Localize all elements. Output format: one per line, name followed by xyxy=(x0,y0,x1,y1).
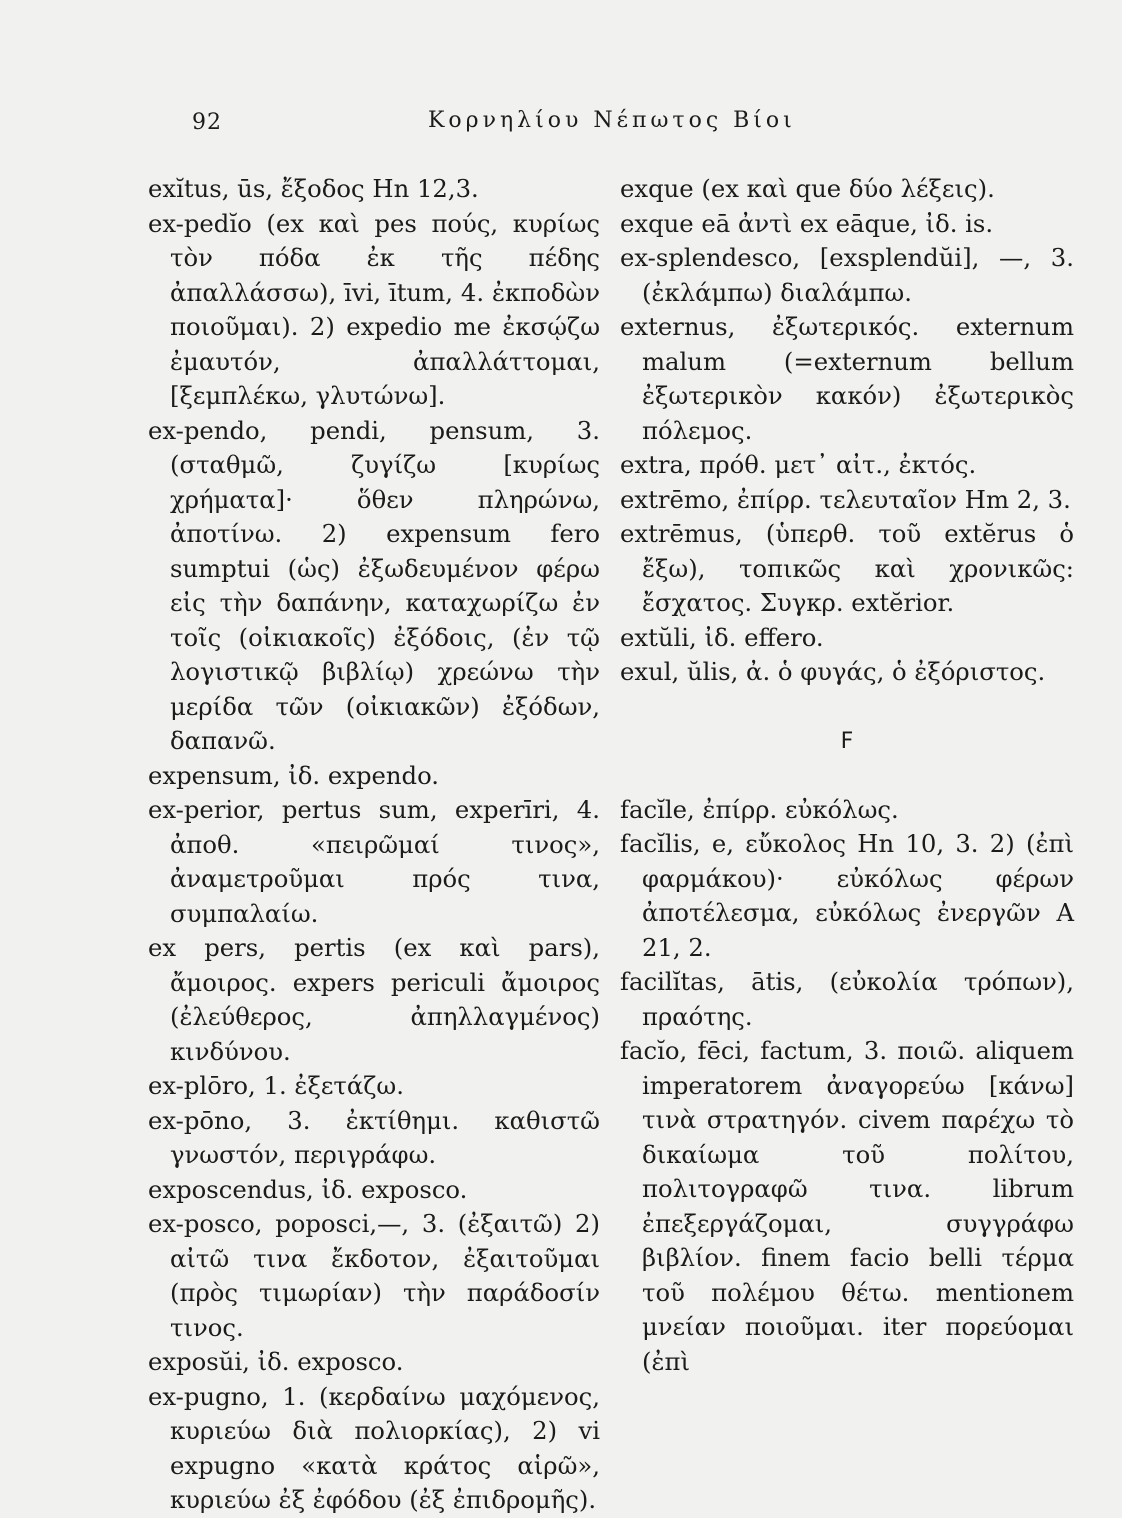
entry-expers: ex pers, pertis (ex καὶ pars), ἄμοιρος. expers periculi ἄμοιρος (ἐλεύθερος, ἀπηλλαγμένος) κινδύνου. xyxy=(148,933,600,1066)
entry-extuli: extŭli, ἰδ. effero. xyxy=(620,622,824,652)
entry-expono: ex-pōno, 3. ἐκτίθημι. καθιστῶ γνωστόν, περιγράφω. xyxy=(148,1105,600,1169)
entry-exul: exul, ŭlis, ἀ. ὁ φυγάς, ὁ ἐξόριστος. xyxy=(620,657,1046,686)
right-column xyxy=(620,172,1074,1379)
entry-exposco: ex-posco, poposci,—, 3. (ἐξαιτῶ) 2) αἰτῶ τινα ἔκδοτον, ἐξαιτοῦμαι (πρὸς τιμωρίαν) τὴν παράδοσίν τινος. xyxy=(148,1209,600,1342)
entry-facile: facĭle, ἐπίρρ. εὐκόλως. xyxy=(620,794,899,824)
entry-exposcendus: exposcendus, ἰδ. exposco. xyxy=(148,1174,468,1204)
entry-exsplendesco: ex-splendesco, [exsplendŭi], —, 3. (ἐκλάμπω) διαλάμπω. xyxy=(620,243,1074,307)
entry-extremus: extrēmus, (ὑπερθ. τοῦ extĕrus ὁ ἔξω), τοπικῶς καὶ χρονικῶς: ἔσχατος. Συγκρ. extĕrior. xyxy=(620,519,1074,617)
entry-expensum: expensum, ἰδ. expendo. xyxy=(148,760,440,790)
entry-extra: extra, πρόθ. μετ᾽ αἰτ., ἐκτός. xyxy=(620,450,977,479)
entry-expendo: ex-pendo, pendi, pensum, 3. (σταθμῶ, ζυγίζω [κυρίως χρήματα]· ὅθεν πληρώνω, ἀποτίνω. 2) expensum fero sumptui (ὡς) ἐξωδευμένον φέρω εἰς τὴν δαπάνην, καταχωρίζω ἐν τοῖς (οἰκιακοῖς) ἐξόδοις, (ἐν τῷ λογιστικῷ βιβλίῳ) χρεώνω τὴν μερίδα τῶν (οἰκιακῶν) ἐξόδων, δαπανῶ. xyxy=(148,415,600,755)
entry-facilitas: facilĭtas, ātis, (εὐκολία τρόπων), πραότης. xyxy=(620,967,1074,1031)
entry-experior: ex-perior, pertus sum, experīri, 4. ἀποθ. «πειρῶμαί τινος», ἀναμετροῦμαι πρός τινα, συμπαλαίω. xyxy=(148,795,600,928)
entry-extremo: extrēmo, ἐπίρρ. τελευταῖον Hm 2, 3. xyxy=(620,484,1071,514)
left-column xyxy=(148,172,600,1518)
section-letter: F xyxy=(840,728,854,754)
entry-facilis: facĭlis, e, εὔκολος Hn 10, 3. 2) (ἐπὶ φαρμάκου)· εὐκόλως φέρων ἀποτέλεσμα, εὐκόλως ἐνεργῶν A 21, 2. xyxy=(620,829,1074,962)
entry-expugno: ex-pugno, 1. (κερδαίνω μαχόμενος, κυριεύω διὰ πολιορκίας), 2) vi expugno «κατὰ κράτος αἱρῶ», κυριεύω ἐξ ἐφόδου (ἐξ ἐπιδρομῆς). xyxy=(148,1381,600,1514)
entry-exque-ea: exque eā ἀντὶ ex eāque, ἰδ. is. xyxy=(620,208,994,238)
entry-exque: exque (ex καὶ que δύο λέξεις). xyxy=(620,174,995,203)
entry-externus: externus, ἐξωτερικός. externum malum (=externum bellum ἐξωτερικὸν κακόν) ἐξωτερικὸς πόλεμος. xyxy=(620,312,1074,445)
entry-exposui: exposŭi, ἰδ. exposco. xyxy=(148,1347,404,1376)
entry-facio: facĭo, fēci, factum, 3. ποιῶ. aliquem imperatorem ἀναγορεύω [κάνω] τινὰ στρατηγόν. civem παρέχω τὸ δικαίωμα τοῦ πολίτου, πολιτογραφῶ τινα. librum ἐπεξεργάζομαι, συγγράφω βιβλίον. finem facio belli τέρμα τοῦ πολέμου θέτω. mentionem μνείαν ποιοῦμαι. iter πορεύομαι (ἐπὶ xyxy=(620,1036,1074,1376)
entry-exploro: ex-plōro, 1. ἐξετάζω. xyxy=(148,1071,404,1100)
entry-expedio: ex-pedĭo (ex καὶ pes πούς, κυρίως τὸν πόδα ἐκ τῆς πέδης ἀπαλλάσσω), īvi, ītum, 4. ἐκποδὼν ποιοῦμαι). 2) expedio me ἐκσῴζω ἐμαυτόν, ἀπαλλάττομαι, [ξεμπλέκω, γλυτώνω]. xyxy=(148,208,600,410)
page-number: 92 xyxy=(192,110,222,135)
running-title: Κορνηλίου Νέπωτος Βίοι xyxy=(428,108,796,133)
entry-exitus: exĭtus, ūs, ἔξοδος Hn 12,3. xyxy=(148,174,479,203)
